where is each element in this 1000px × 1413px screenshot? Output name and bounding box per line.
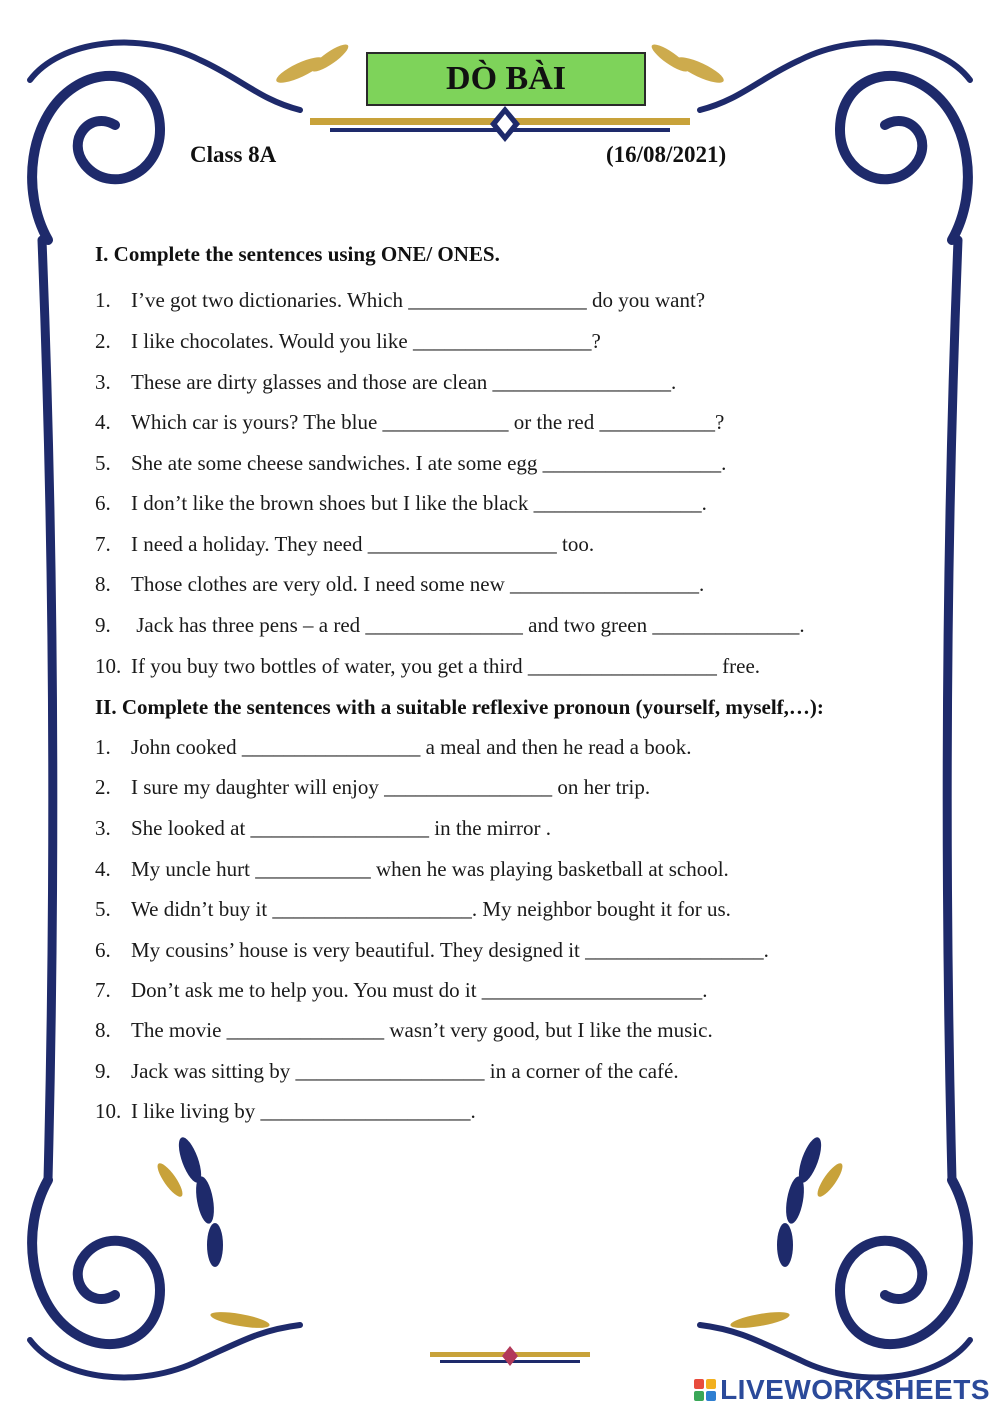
item-text: She ate some cheese sandwiches. I ate some egg _________________.	[131, 451, 727, 475]
item-number: 8.	[95, 572, 111, 596]
exercise-item[interactable]	[95, 532, 594, 557]
item-number: 4.	[95, 410, 111, 434]
exercise-item[interactable]	[95, 288, 705, 313]
item-number: 10.	[95, 654, 122, 678]
item-text: She looked at _________________ in the mirror .	[131, 816, 551, 840]
item-text: I like living by ____________________.	[131, 1099, 476, 1123]
item-text: If you buy two bottles of water, you get a third __________________ free.	[131, 654, 761, 678]
logo-text: LIVEWORKSHEETS	[720, 1374, 990, 1405]
worksheet-date: (16/08/2021)	[606, 142, 727, 167]
item-text: Jack was sitting by __________________ in a corner of the café.	[131, 1059, 679, 1083]
item-text: Don’t ask me to help you. You must do it _____________________.	[131, 978, 708, 1002]
item-number: 3.	[95, 816, 111, 840]
exercise-item[interactable]	[95, 329, 601, 354]
item-text: I need a holiday. They need __________________ too.	[131, 532, 595, 556]
item-text: I like chocolates. Would you like _________________?	[131, 329, 601, 353]
item-number: 9.	[95, 1059, 111, 1083]
item-number: 6.	[95, 491, 111, 515]
exercise-item[interactable]	[95, 735, 691, 760]
liveworksheets-logo[interactable]	[694, 1373, 990, 1407]
exercise-item[interactable]	[95, 897, 731, 922]
section-1-heading: I. Complete the sentences using ONE/ ONES.	[95, 242, 500, 266]
item-number: 7.	[95, 532, 111, 556]
item-number: 2.	[95, 329, 111, 353]
item-number: 9.	[95, 613, 111, 637]
exercise-item[interactable]	[95, 370, 676, 395]
item-text: My cousins’ house is very beautiful. They designed it _________________.	[131, 938, 769, 962]
item-text: John cooked _________________ a meal and then he read a book.	[131, 735, 692, 759]
item-number: 4.	[95, 857, 111, 881]
item-text: Jack has three pens – a red _______________ and two green ______________.	[131, 613, 805, 637]
item-number: 5.	[95, 897, 111, 921]
item-number: 10.	[95, 1099, 122, 1123]
item-text: The movie _______________ wasn’t very good, but I like the music.	[131, 1018, 713, 1042]
item-text: I sure my daughter will enjoy ________________ on her trip.	[131, 775, 651, 799]
item-text: Those clothes are very old. I need some new __________________.	[131, 572, 705, 596]
exercise-item[interactable]	[95, 1099, 476, 1124]
item-text: We didn’t buy it ___________________. My neighbor bought it for us.	[131, 897, 731, 921]
exercise-item[interactable]	[95, 816, 551, 841]
logo-mark-icon	[694, 1379, 716, 1401]
exercise-item[interactable]	[95, 654, 760, 679]
exercise-item[interactable]	[95, 775, 650, 800]
item-number: 3.	[95, 370, 111, 394]
item-number: 8.	[95, 1018, 111, 1042]
exercise-item[interactable]	[95, 938, 769, 963]
exercise-item[interactable]	[95, 857, 729, 882]
item-number: 1.	[95, 735, 111, 759]
worksheet-title: DÒ BÀI	[366, 52, 646, 106]
exercise-item[interactable]	[95, 410, 724, 435]
item-text: I don’t like the brown shoes but I like the black ________________.	[131, 491, 707, 515]
item-number: 5.	[95, 451, 111, 475]
item-text: My uncle hurt ___________ when he was playing basketball at school.	[131, 857, 729, 881]
exercise-item[interactable]	[95, 613, 805, 638]
item-text: These are dirty glasses and those are clean _________________.	[131, 370, 677, 394]
exercise-item[interactable]	[95, 491, 707, 516]
exercise-item[interactable]	[95, 978, 708, 1003]
item-number: 7.	[95, 978, 111, 1002]
section-2-heading: II. Complete the sentences with a suitable reflexive pronoun (yourself, myself,…):	[95, 695, 824, 719]
exercise-item[interactable]	[95, 451, 726, 476]
item-text: Which car is yours? The blue ____________ or the red ___________?	[131, 410, 725, 434]
item-number: 6.	[95, 938, 111, 962]
item-text: I’ve got two dictionaries. Which _________________ do you want?	[131, 288, 706, 312]
exercise-item[interactable]	[95, 1018, 713, 1043]
item-number: 2.	[95, 775, 111, 799]
exercise-item[interactable]	[95, 572, 704, 597]
class-label: Class 8A	[190, 142, 277, 167]
exercise-item[interactable]	[95, 1059, 679, 1084]
item-number: 1.	[95, 288, 111, 312]
